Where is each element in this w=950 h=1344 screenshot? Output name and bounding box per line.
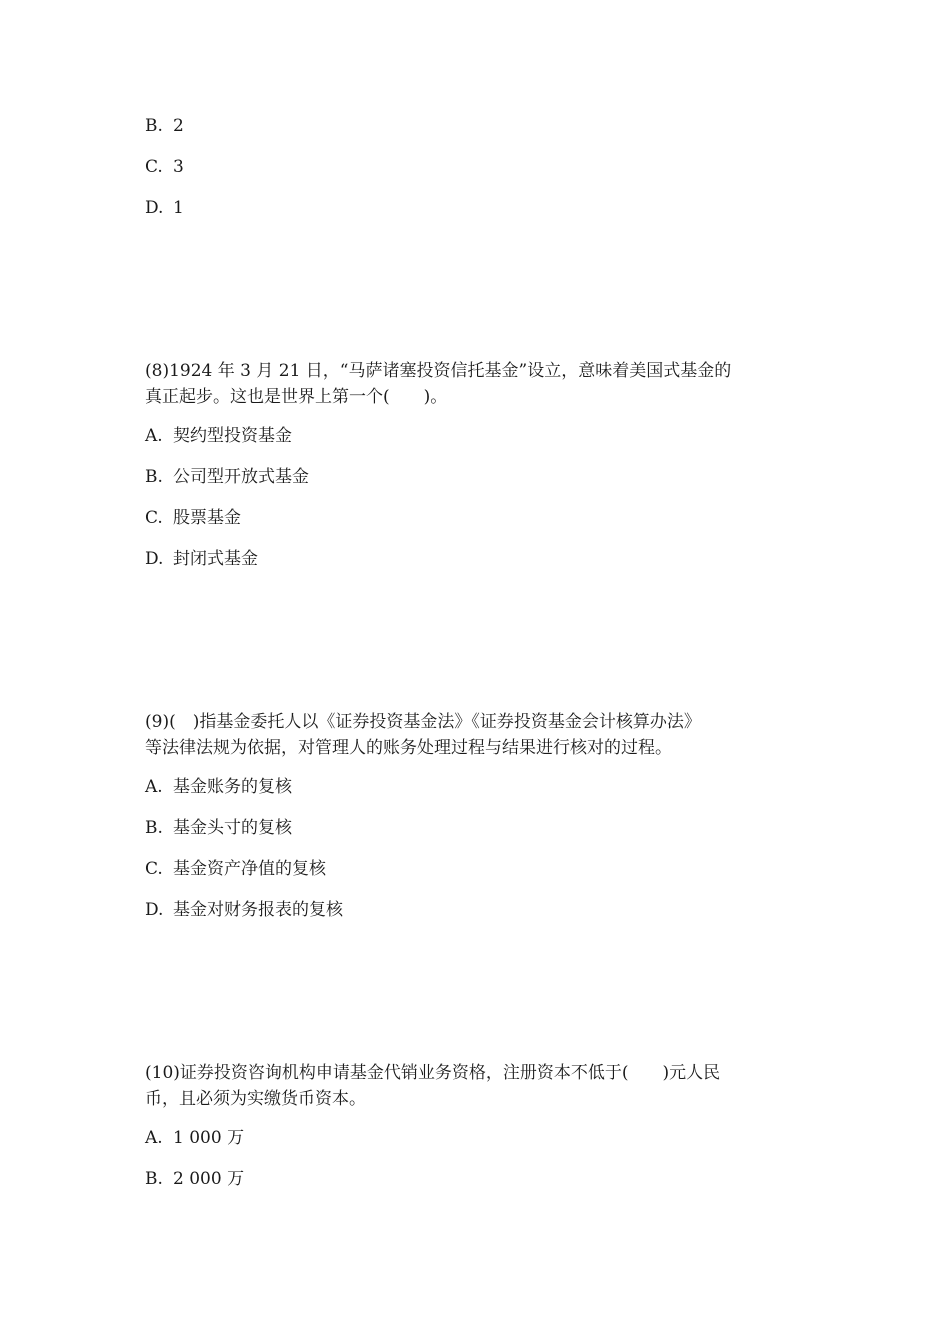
option-q9-a xyxy=(145,775,292,799)
option-letter: C. xyxy=(145,859,163,879)
option-text: 基金头寸的复核 xyxy=(173,818,292,838)
option-letter: D. xyxy=(145,198,164,218)
question-9-text xyxy=(145,709,810,761)
option-q9-b xyxy=(145,816,292,840)
option-q8-b xyxy=(145,465,309,489)
question-8-text xyxy=(145,358,810,410)
option-letter: C. xyxy=(145,508,163,528)
option-letter: A. xyxy=(145,1128,163,1148)
option-letter: D. xyxy=(145,900,164,920)
option-text: 3 xyxy=(173,157,184,177)
option-text: 基金资产净值的复核 xyxy=(173,859,326,879)
option-q9-c xyxy=(145,857,326,881)
option-q8-c xyxy=(145,506,241,530)
option-q7-d xyxy=(145,196,184,220)
option-text: 契约型投资基金 xyxy=(173,426,292,446)
question-8-line-2: 真正起步。这也是世界上第一个( )。 xyxy=(145,387,448,407)
option-q7-b xyxy=(145,114,184,138)
option-q9-d xyxy=(145,898,343,922)
option-text: 封闭式基金 xyxy=(173,549,258,569)
question-9-line-1: (9)( )指基金委托人以《证券投资基金法》《证券投资基金会计核算办法》 xyxy=(145,712,701,732)
option-letter: A. xyxy=(145,777,163,797)
option-letter: B. xyxy=(145,467,163,487)
question-8-line-1: (8)1924 年 3 月 21 日，“马萨诸塞投资信托基金”设立，意味着美国式基金的 xyxy=(145,361,732,381)
option-q10-b xyxy=(145,1167,244,1191)
option-q10-a xyxy=(145,1126,244,1150)
option-text: 2 000 万 xyxy=(173,1169,245,1189)
option-q7-c xyxy=(145,155,184,179)
option-text: 1 000 万 xyxy=(173,1128,245,1148)
option-text: 1 xyxy=(173,198,184,218)
question-10-line-1: (10)证券投资咨询机构申请基金代销业务资格，注册资本不低于( )元人民 xyxy=(145,1063,721,1083)
option-text: 股票基金 xyxy=(173,508,241,528)
option-text: 公司型开放式基金 xyxy=(173,467,309,487)
option-letter: B. xyxy=(145,818,163,838)
question-9-line-2: 等法律法规为依据，对管理人的账务处理过程与结果进行核对的过程。 xyxy=(145,738,672,758)
option-q8-d xyxy=(145,547,258,571)
option-letter: D. xyxy=(145,549,164,569)
option-text: 2 xyxy=(173,116,184,136)
option-text: 基金对财务报表的复核 xyxy=(173,900,343,920)
option-letter: B. xyxy=(145,1169,163,1189)
option-q8-a xyxy=(145,424,292,448)
option-letter: A. xyxy=(145,426,163,446)
option-letter: B. xyxy=(145,116,163,136)
question-10-text xyxy=(145,1060,810,1112)
option-text: 基金账务的复核 xyxy=(173,777,292,797)
option-letter: C. xyxy=(145,157,163,177)
question-10-line-2: 币，且必须为实缴货币资本。 xyxy=(145,1089,366,1109)
